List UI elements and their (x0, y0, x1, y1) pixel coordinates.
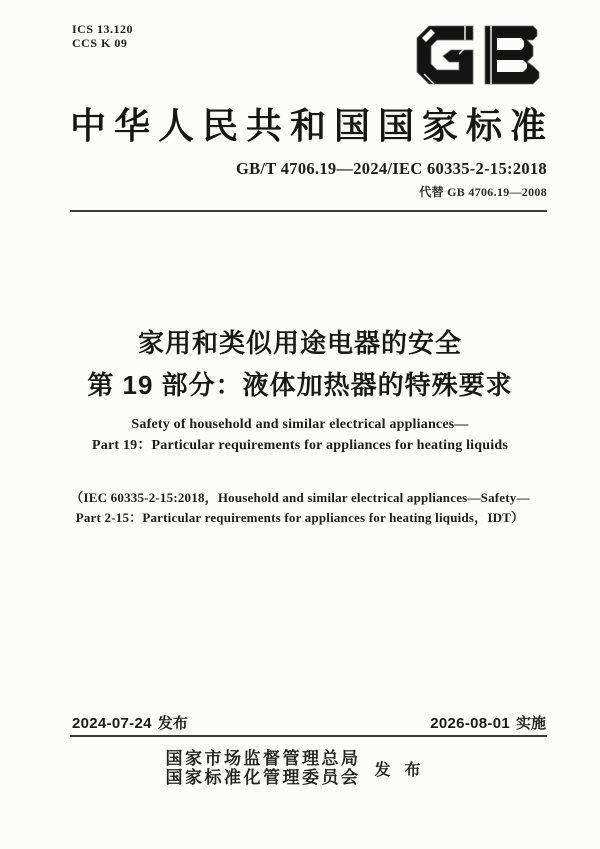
issue-date: 2024-07-24 (72, 715, 152, 732)
gb-logo-icon (415, 24, 545, 86)
implement-date-label: 实施 (515, 715, 546, 732)
standard-number: GB/T 4706.19—2024/IEC 60335-2-15:2018 (235, 159, 547, 178)
document-title-en-line1: Safety of household and similar electrical appliances— (131, 417, 469, 432)
ics-code: ICS 13.120 (72, 22, 134, 36)
issuer-line1: 国家市场监督管理总局 (165, 749, 361, 768)
classification-codes (72, 22, 133, 50)
document-title-cn-line2: 第 19 部分：液体加热器的特殊要求 (87, 370, 513, 400)
issuer-row (0, 749, 600, 787)
national-standard-title: 中华人民共和国国家标准 (70, 106, 555, 146)
issuer-line2: 国家标准化管理委员会 (165, 768, 361, 787)
masthead-divider (70, 210, 547, 212)
iec-adoption-line1: （IEC 60335-2-15:2018，Household and similar electrical appliances—Safety— (70, 490, 530, 505)
implement-date: 2026-08-01 (430, 715, 510, 732)
publish-label: 发布 (374, 761, 435, 779)
issue-date-label: 发布 (157, 715, 188, 732)
document-title-en-line2: Part 19：Particular requirements for appliances for heating liquids (92, 438, 508, 453)
replaces-note: 代替 GB 4706.19—2008 (419, 185, 547, 199)
document-title-cn (0, 322, 600, 406)
implement-date-group (430, 712, 546, 733)
dates-row (72, 712, 546, 733)
iec-adoption-note (0, 488, 600, 528)
ccs-code: CCS K 09 (72, 36, 128, 50)
issuer-names (165, 749, 360, 787)
footer-divider (70, 735, 547, 737)
iec-adoption-line2: Part 2-15：Particular requirements for appliances for heating liquids，IDT） (75, 510, 525, 525)
issue-date-group (72, 712, 188, 733)
document-title-cn-line1: 家用和类似用途电器的安全 (137, 328, 462, 358)
document-title-en (0, 414, 600, 456)
